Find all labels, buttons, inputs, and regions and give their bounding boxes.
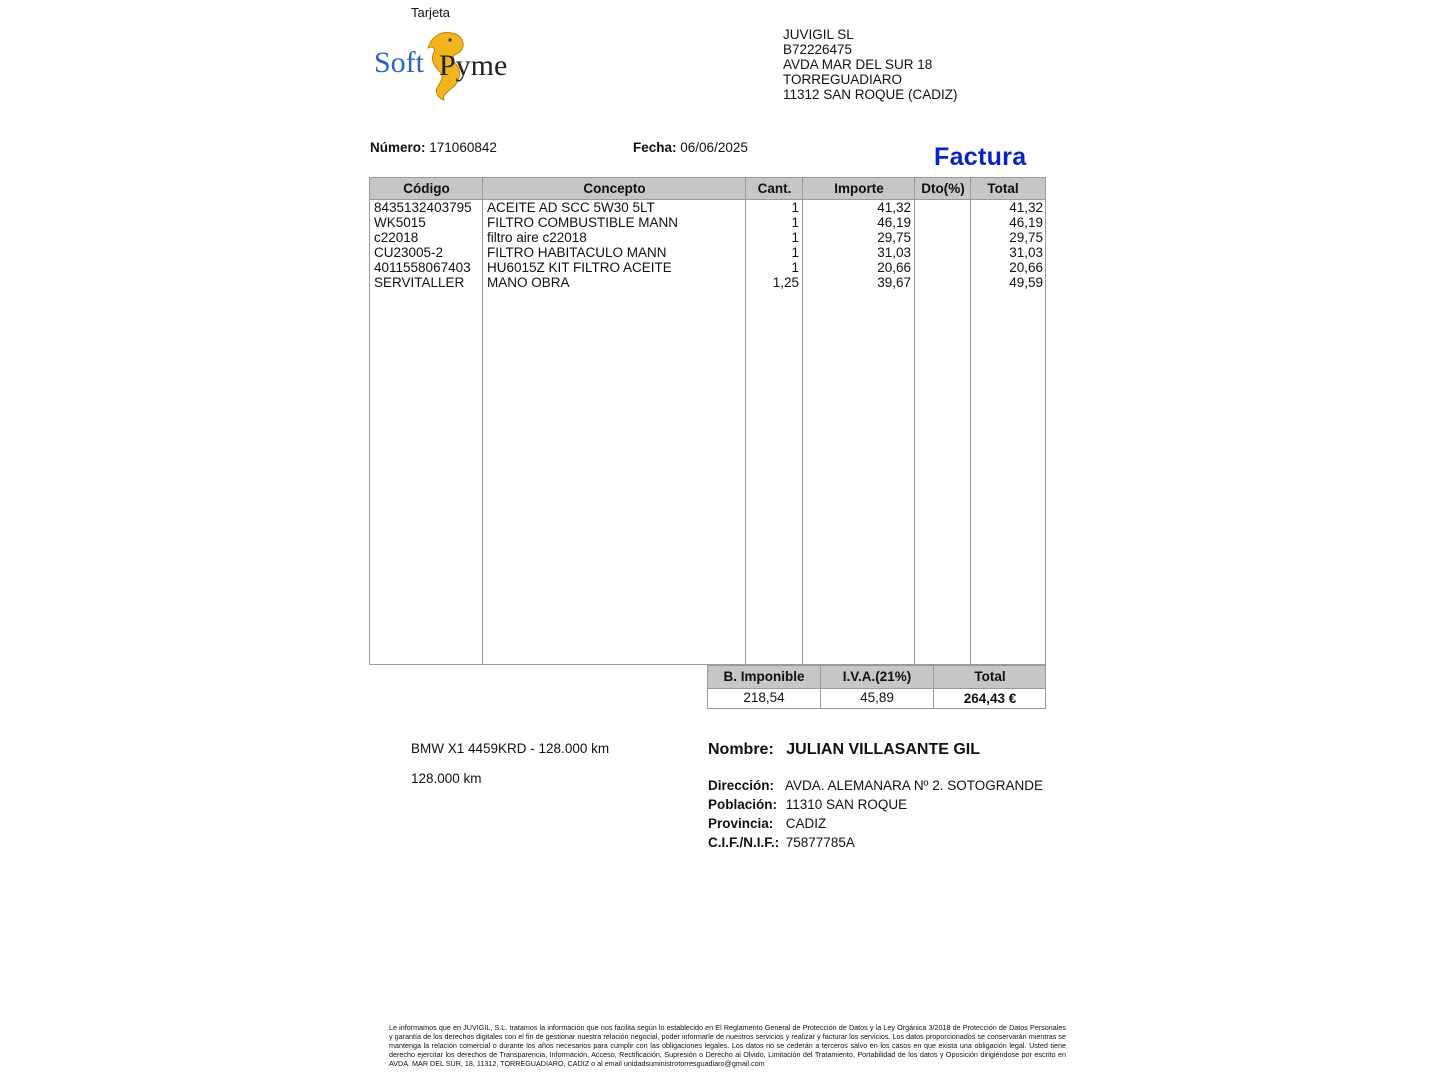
company-cif: B72226475 (783, 42, 853, 57)
customer-city (708, 797, 907, 812)
table-row (370, 245, 1045, 260)
invoice-number (370, 140, 497, 155)
header-codigo: Código (403, 181, 450, 196)
customer-name-label: Nombre: (708, 741, 774, 758)
base-imponible-label: B. Imponible (723, 669, 805, 684)
cell-concepto: MANO OBRA (487, 275, 570, 290)
cell-total: 46,19 (1009, 215, 1043, 230)
customer-city-label: Población: (708, 797, 778, 812)
invoice-number-value: 171060842 (429, 140, 497, 155)
cell-importe: 46,19 (877, 215, 911, 230)
customer-address-label: Dirección: (708, 778, 775, 793)
total-value: 264,43 € (963, 691, 1017, 706)
cell-concepto: HU6015Z KIT FILTRO ACEITE (487, 260, 672, 275)
header-importe: Importe (834, 181, 884, 196)
cell-cant: 1,25 (772, 275, 799, 290)
table-row (370, 230, 1045, 245)
cell-importe: 31,03 (877, 245, 911, 260)
cell-codigo: c22018 (374, 230, 419, 245)
cell-total: 49,59 (1009, 275, 1043, 290)
header-dto: Dto(%) (921, 181, 965, 196)
cell-concepto: FILTRO COMBUSTIBLE MANN (487, 215, 679, 230)
customer-province-label: Provincia: (708, 816, 774, 831)
table-row (370, 200, 1045, 215)
logo-soft-text: Soft (374, 46, 425, 79)
invoice-number-label: Número: (370, 140, 426, 155)
customer-name-value: JULIAN VILLASANTE GIL (786, 741, 981, 758)
logo-pyme-text: Pyme (439, 49, 508, 82)
table-row (370, 215, 1045, 230)
header-cant: Cant. (757, 181, 792, 196)
cell-concepto: ACEITE AD SCC 5W30 5LT (487, 200, 655, 215)
seahorse-logo-icon (372, 30, 522, 102)
cell-codigo: 4011558067403 (374, 260, 471, 275)
vehicle-description: BMW X1 4459KRD - 128.000 km (411, 741, 610, 756)
company-info (783, 27, 958, 102)
cell-importe: 41,32 (877, 200, 911, 215)
document-title: Factura (934, 143, 1027, 171)
company-area: TORREGUADIARO (783, 72, 903, 87)
company-city: 11312 SAN ROQUE (CADIZ) (783, 87, 958, 102)
items-table (369, 177, 1046, 665)
invoice-date (633, 140, 748, 155)
customer-nif-label: C.I.F./N.I.F.: (708, 835, 780, 850)
legal-notice: Le informamos que en JUVIGIL, S.L. tratamos la información que nos facilita según lo establecido en El Reglamento General de Protección de Datos y la Ley Orgánica 3/2018 de Protección de Datos Personales y garantía de los derechos digitales con el fin de gestionar nuestra relación negocial, poder informarle de nuestros servicios y realizar y facturar los servicios. Los datos proporcionados se conservarán mientras se mantenga la relación comercial o durante los años necesarios para cumplir con las obligaciones legales. Los datos no se cederán a terceros salvo en los casos en que exista una obligación legal. Usted tiene derecho ejercitar los derechos de Transparencia, Información, Acceso, Rectificación, Supresión o Derecho al Olvido, Limitación del Tratamiento, Portabilidad de los datos y Oposición dirigiéndose por escrito en AVDA. MAR DEL SUR, 18, 11312, TORREGUADIARO, CADIZ o al email unidadsuministrotorresguadiaro@gmail.com (389, 1023, 1066, 1068)
softpyme-logo (372, 30, 522, 102)
customer-nif (708, 835, 855, 850)
iva-value: 45,89 (860, 690, 894, 705)
cell-concepto: FILTRO HABITACULO MANN (487, 245, 667, 260)
base-imponible-value: 218,54 (743, 690, 785, 705)
header-concepto: Concepto (583, 181, 646, 196)
cell-importe: 29,75 (877, 230, 911, 245)
customer-name (708, 741, 980, 759)
vehicle-mileage: 128.000 km (411, 771, 482, 786)
customer-province (708, 816, 826, 831)
total-label: Total (974, 669, 1006, 684)
cell-cant: 1 (791, 230, 799, 245)
company-address: AVDA MAR DEL SUR 18 (783, 57, 933, 72)
invoice-date-label: Fecha: (633, 140, 677, 155)
invoice-date-value: 06/06/2025 (680, 140, 748, 155)
table-row (370, 260, 1045, 275)
customer-city-value: 11310 SAN ROQUE (785, 797, 908, 812)
iva-label: I.V.A.(21%) (842, 669, 912, 684)
customer-province-value: CADIZ (785, 816, 827, 831)
cell-total: 29,75 (1009, 230, 1043, 245)
customer-nif-value: 75877785A (785, 835, 855, 850)
cell-total: 20,66 (1009, 260, 1043, 275)
customer-address (708, 778, 1043, 793)
customer-address-value: AVDA. ALEMANARA Nº 2. SOTOGRANDE (785, 778, 1044, 793)
cell-codigo: WK5015 (374, 215, 426, 230)
cell-codigo: SERVITALLER (374, 275, 465, 290)
cell-codigo: 8435132403795 (374, 200, 472, 215)
items-table-header (370, 178, 1045, 200)
table-row (370, 275, 1045, 290)
company-name: JUVIGIL SL (783, 27, 854, 42)
cell-concepto: filtro aire c22018 (487, 230, 587, 245)
cell-cant: 1 (791, 260, 799, 275)
cell-importe: 20,66 (877, 260, 911, 275)
cell-total: 31,03 (1009, 245, 1043, 260)
payment-method: Tarjeta (411, 5, 451, 20)
header-total: Total (987, 181, 1019, 196)
cell-cant: 1 (791, 215, 799, 230)
totals-table (707, 665, 1046, 709)
cell-importe: 39,67 (877, 275, 911, 290)
cell-cant: 1 (791, 245, 799, 260)
cell-codigo: CU23005-2 (374, 245, 444, 260)
cell-total: 41,32 (1009, 200, 1043, 215)
cell-cant: 1 (791, 200, 799, 215)
